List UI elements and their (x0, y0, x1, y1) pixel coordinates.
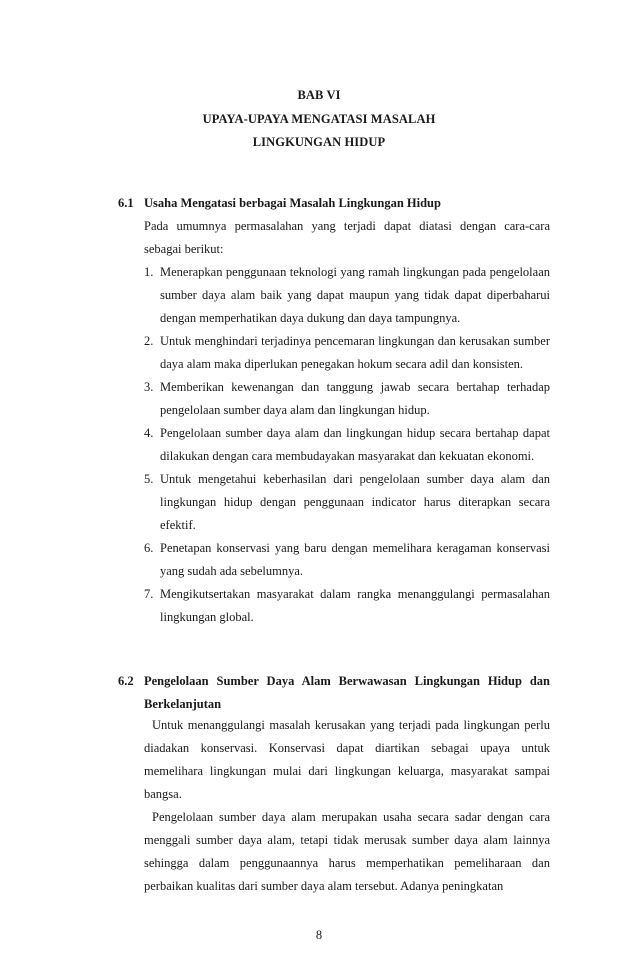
section-title-line1: Pengelolaan Sumber Daya Alam Berwawasan Lingkungan Hidup dan (144, 674, 550, 688)
list-item (144, 468, 550, 537)
list-number: 5. (144, 472, 154, 486)
chapter-title-line1: UPAYA-UPAYA MENGATASI MASALAH (202, 112, 436, 126)
list-item-text: Mengikutsertakan masyarakat dalam rangka menanggulangi permasalahan lingkungan global. (160, 587, 550, 624)
list-number: 6. (144, 541, 154, 555)
list-number: 1. (144, 265, 154, 279)
body-paragraph-2: Pengelolaan sumber daya alam merupakan usaha secara sadar dengan cara menggali sumber daya alam, tetapi tidak merusak sumber daya alam lainnya sehingga dalam penggunaannya harus memperhatikan pemeliharaan dan perbaikan kualitas dari sumber daya alam tersebut. Adanya peningkatan (144, 810, 550, 893)
section-title: Usaha Mengatasi berbagai Masalah Lingkungan Hidup (144, 196, 441, 210)
section-number: 6.1 (118, 196, 134, 210)
list-item (144, 422, 550, 468)
list-item-text: Penetapan konservasi yang baru dengan memelihara keragaman konservasi yang sudah ada sebelumnya. (160, 541, 550, 578)
page-number: 8 (315, 928, 323, 942)
list-item (144, 583, 550, 629)
section-title-line2: Berkelanjutan (144, 697, 222, 711)
list-number: 3. (144, 380, 154, 394)
list-item (144, 537, 550, 583)
list-number: 7. (144, 587, 154, 601)
list-item (144, 376, 550, 422)
list-item (144, 261, 550, 330)
list-item-text: Untuk mengetahui keberhasilan dari pengelolaan sumber daya alam dan lingkungan hidup dengan penggunaan indicator harus diterapkan secara efektif. (160, 472, 550, 532)
chapter-label: BAB VI (297, 88, 341, 102)
section-heading-6-2 (118, 670, 550, 716)
body-paragraph-1: Untuk menanggulangi masalah kerusakan yang terjadi pada lingkungan perlu diadakan konservasi. Konservasi dapat diartikan sebagai upaya untuk memelihara lingkungan mulai dari lingkungan keluarga, masyarakat sampai bangsa. (144, 718, 550, 801)
section-heading-6-1 (118, 192, 550, 215)
list-item-text: Untuk menghindari terjadinya pencemaran lingkungan dan kerusakan sumber daya alam maka diperlukan penegakan hokum secara adil dan konsisten. (160, 334, 550, 371)
list-item-text: Menerapkan penggunaan teknologi yang ramah lingkungan pada pengelolaan sumber daya alam baik yang dapat maupun yang tidak dapat diperbaharui dengan memperhatikan daya dukung dan daya tampungnya. (160, 265, 550, 325)
list-item-text: Pengelolaan sumber daya alam dan lingkungan hidup secara bertahap dapat dilakukan dengan cara membudayakan masyarakat dan kekuatan ekonomi. (160, 426, 550, 463)
list-number: 4. (144, 426, 154, 440)
numbered-list (144, 261, 550, 629)
chapter-title-line2: LINGKUNGAN HIDUP (252, 135, 386, 149)
section-intro-paragraph: Pada umumnya permasalahan yang terjadi dapat diatasi dengan cara-cara sebagai berikut: (144, 219, 550, 256)
list-number: 2. (144, 334, 154, 348)
list-item-text: Memberikan kewenangan dan tanggung jawab secara bertahap terhadap pengelolaan sumber daya alam dan lingkungan hidup. (160, 380, 550, 417)
list-item (144, 330, 550, 376)
section-number: 6.2 (118, 674, 134, 688)
